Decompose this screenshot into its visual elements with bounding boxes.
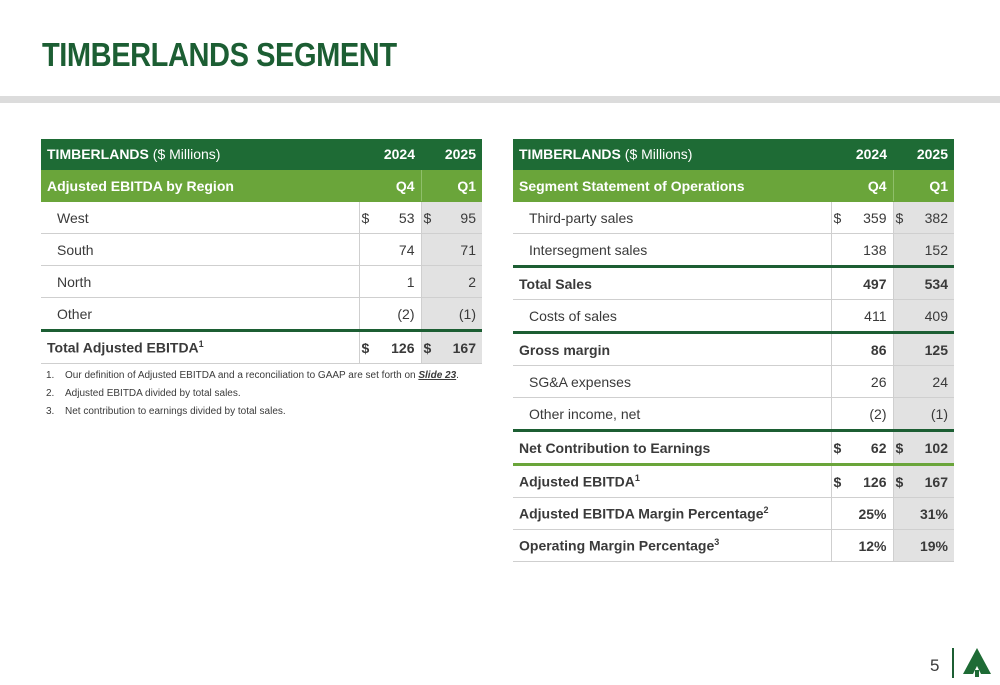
currency-symbol: $ — [359, 331, 377, 364]
row-label: West — [41, 202, 359, 234]
table-subheader-row — [513, 170, 954, 202]
row-label: Operating Margin Percentage$^3$ — [513, 530, 831, 562]
row-label: Adjusted EBITDA Margin Percentage$^2$ — [513, 498, 831, 530]
quarter-q1-header: Q1 — [909, 170, 954, 202]
value-2024-q4: 26 — [849, 366, 893, 398]
table-row — [513, 202, 954, 234]
table-header-row — [513, 139, 954, 170]
row-label: Intersegment sales — [513, 234, 831, 267]
value-2025-q1: (1) — [437, 298, 482, 331]
year-2024-header: 2024 — [377, 139, 421, 170]
page-number: 5 — [930, 656, 940, 675]
year-2025-header: 2025 — [437, 139, 482, 170]
row-label: Third-party sales — [513, 202, 831, 234]
footnote: 2. Adjusted EBITDA divided by total sales. — [46, 388, 241, 399]
value-2024-q4: (2) — [849, 398, 893, 431]
currency-symbol: $ — [893, 431, 909, 465]
table-row — [513, 498, 954, 530]
value-2025-q1: (1) — [909, 398, 954, 431]
row-label: Total Sales — [513, 267, 831, 300]
table-row — [513, 431, 954, 465]
row-label: South — [41, 234, 359, 266]
value-2025-q1: 125 — [909, 333, 954, 366]
table-row — [513, 333, 954, 366]
currency-symbol: $ — [421, 331, 437, 364]
table-title-cell: TIMBERLANDS ($ Millions) — [41, 139, 359, 170]
value-2024-q4: (2) — [377, 298, 421, 331]
value-2025-q1: 71 — [437, 234, 482, 266]
footnote: 1. Our definition of Adjusted EBITDA and a reconciliation to GAAP are set forth on Slide 23. — [46, 370, 459, 381]
table-row — [513, 530, 954, 562]
table-row — [41, 234, 482, 266]
quarter-q4-header: Q4 — [849, 170, 893, 202]
table-row — [41, 298, 482, 331]
row-label: Net Contribution to Earnings — [513, 431, 831, 465]
row-label: Other — [41, 298, 359, 331]
value-2024-q4: 359 — [849, 202, 893, 234]
value-2024-q4: 25% — [849, 498, 893, 530]
page-title: TIMBERLANDS SEGMENT — [42, 36, 397, 73]
value-2025-q1: 102 — [909, 431, 954, 465]
total-row — [41, 331, 482, 364]
footnote: 3. Net contribution to earnings divided by total sales. — [46, 406, 286, 417]
value-2025-q1: 19% — [909, 530, 954, 562]
value-2024-q4: 497 — [849, 267, 893, 300]
slide-link[interactable]: Slide 23 — [418, 370, 457, 381]
footnotes — [46, 367, 459, 421]
year-2025-header: 2025 — [909, 139, 954, 170]
value-2024-q4: 12% — [849, 530, 893, 562]
value-2025-q1: 31% — [909, 498, 954, 530]
table-row — [513, 465, 954, 498]
table-row — [513, 267, 954, 300]
value-2024-q4: 86 — [849, 333, 893, 366]
table-row — [41, 266, 482, 298]
value-2025-q1: 95 — [437, 202, 482, 234]
table-row — [513, 300, 954, 333]
currency-symbol: $ — [893, 465, 909, 498]
value-2025-q1: 152 — [909, 234, 954, 267]
row-label: SG&A expenses — [513, 366, 831, 398]
table-row — [513, 366, 954, 398]
currency-symbol: $ — [831, 465, 849, 498]
value-2025-q1: 167 — [437, 331, 482, 364]
value-2025-q1: 24 — [909, 366, 954, 398]
currency-symbol: $ — [893, 202, 909, 234]
value-2025-q1: 167 — [909, 465, 954, 498]
value-2024-q4: 138 — [849, 234, 893, 267]
section-label: Adjusted EBITDA by Region — [41, 170, 359, 202]
adjusted-ebitda-by-region-table — [41, 139, 482, 364]
value-2024-q4: 62 — [849, 431, 893, 465]
table-title-cell: TIMBERLANDS ($ Millions) — [513, 139, 831, 170]
table-row — [41, 202, 482, 234]
year-2024-header: 2024 — [849, 139, 893, 170]
value-2025-q1: 2 — [437, 266, 482, 298]
currency-symbol: $ — [831, 202, 849, 234]
table-row — [513, 398, 954, 431]
value-2024-q4: 1 — [377, 266, 421, 298]
quarter-q4-header: Q4 — [377, 170, 421, 202]
row-label: Gross margin — [513, 333, 831, 366]
table-subheader-row — [41, 170, 482, 202]
quarter-q1-header: Q1 — [437, 170, 482, 202]
section-label: Segment Statement of Operations — [513, 170, 831, 202]
currency-symbol: $ — [421, 202, 437, 234]
value-2025-q1: 409 — [909, 300, 954, 333]
row-label: Costs of sales — [513, 300, 831, 333]
segment-statement-of-operations-table — [513, 139, 954, 562]
footer-divider — [952, 648, 954, 678]
row-label: Total Adjusted EBITDA$^1$ — [41, 331, 359, 364]
table-header-row — [41, 139, 482, 170]
tree-logo-icon — [962, 646, 992, 683]
title-divider — [0, 96, 1000, 103]
value-2024-q4: 74 — [377, 234, 421, 266]
value-2024-q4: 53 — [377, 202, 421, 234]
row-label: Adjusted EBITDA$^1$ — [513, 465, 831, 498]
value-2024-q4: 126 — [849, 465, 893, 498]
value-2024-q4: 126 — [377, 331, 421, 364]
table-row — [513, 234, 954, 267]
row-label: Other income, net — [513, 398, 831, 431]
currency-symbol: $ — [831, 431, 849, 465]
currency-symbol: $ — [359, 202, 377, 234]
value-2024-q4: 411 — [849, 300, 893, 333]
value-2025-q1: 534 — [909, 267, 954, 300]
row-label: North — [41, 266, 359, 298]
value-2025-q1: 382 — [909, 202, 954, 234]
